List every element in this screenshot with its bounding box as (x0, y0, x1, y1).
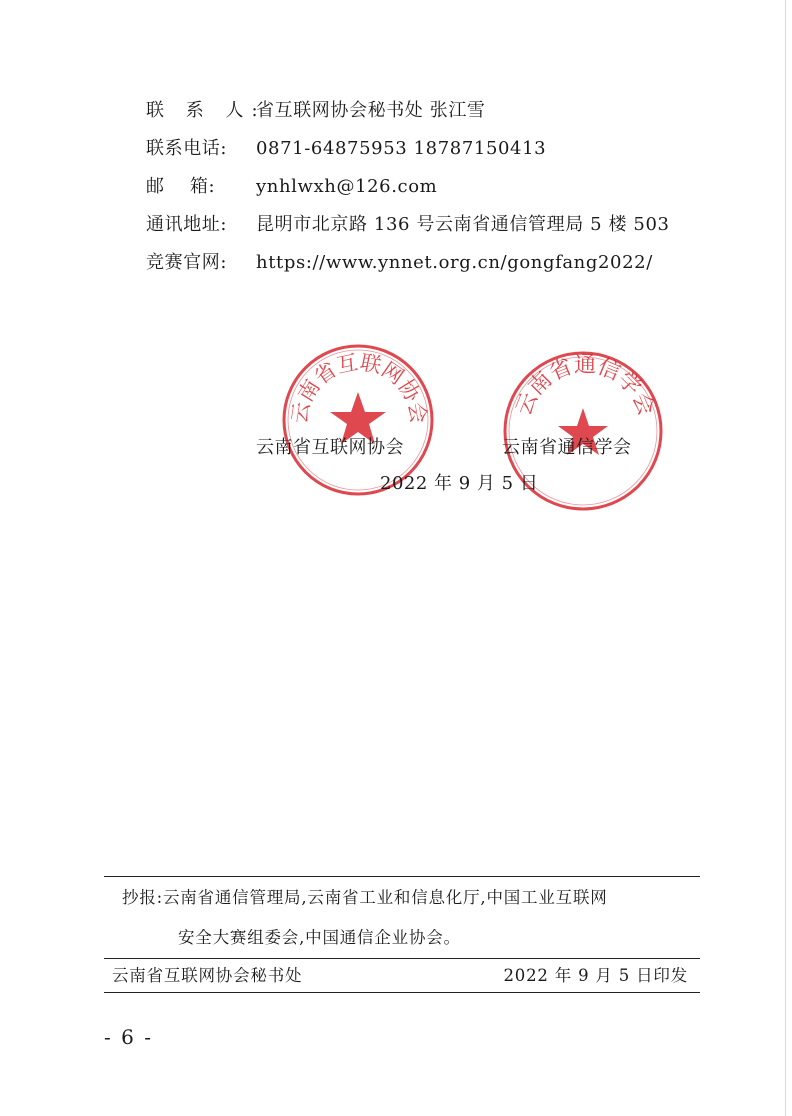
seal-text: 云南省互联网协会 (287, 350, 431, 426)
contact-value: 省互联网协会秘书处 张江雪 (256, 100, 486, 121)
issue-date: 2022 年 9 月 5 日印发 (503, 966, 688, 985)
signature-date: 2022 年 9 月 5 日 (380, 473, 539, 494)
seal-text: 云南省通信学会 (511, 352, 659, 420)
contact-value: https://www.ynnet.org.cn/gongfang2022/ (256, 252, 653, 273)
contact-label: 竞赛官网: (146, 252, 228, 273)
footer-rule-middle (104, 958, 700, 959)
footer-rule-top (104, 876, 700, 877)
contact-row-address (146, 210, 670, 240)
contact-label: 通讯地址: (146, 214, 228, 235)
contact-value: ynhlwxh@126.com (256, 176, 438, 197)
issuer: 云南省互联网协会秘书处 (112, 966, 303, 985)
contact-label: 联系电话: (146, 138, 228, 159)
contact-row-email (146, 172, 437, 202)
svg-text:云南省通信学会 (511, 353, 658, 419)
signature-org-2: 云南省通信学会 (502, 437, 632, 458)
cc-line-2: 安全大赛组委会,中国通信企业协会。 (178, 928, 461, 947)
page-number: - 6 - (104, 1025, 153, 1049)
contact-row-website (146, 248, 653, 278)
contact-label: 联 系 人: (146, 100, 266, 121)
contact-row-person (146, 96, 486, 126)
page-edge (785, 0, 786, 1116)
contact-value: 昆明市北京路 136 号云南省通信管理局 5 楼 503 (256, 214, 670, 235)
signature-org-1: 云南省互联网协会 (256, 437, 404, 458)
contact-row-phone (146, 134, 546, 164)
contact-value: 0871-64875953 18787150413 (256, 138, 547, 159)
footer-rule-bottom (104, 992, 700, 993)
contact-label: 邮 箱: (146, 176, 216, 197)
cc-line-1: 抄报:云南省通信管理局,云南省工业和信息化厅,中国工业互联网 (122, 888, 608, 907)
